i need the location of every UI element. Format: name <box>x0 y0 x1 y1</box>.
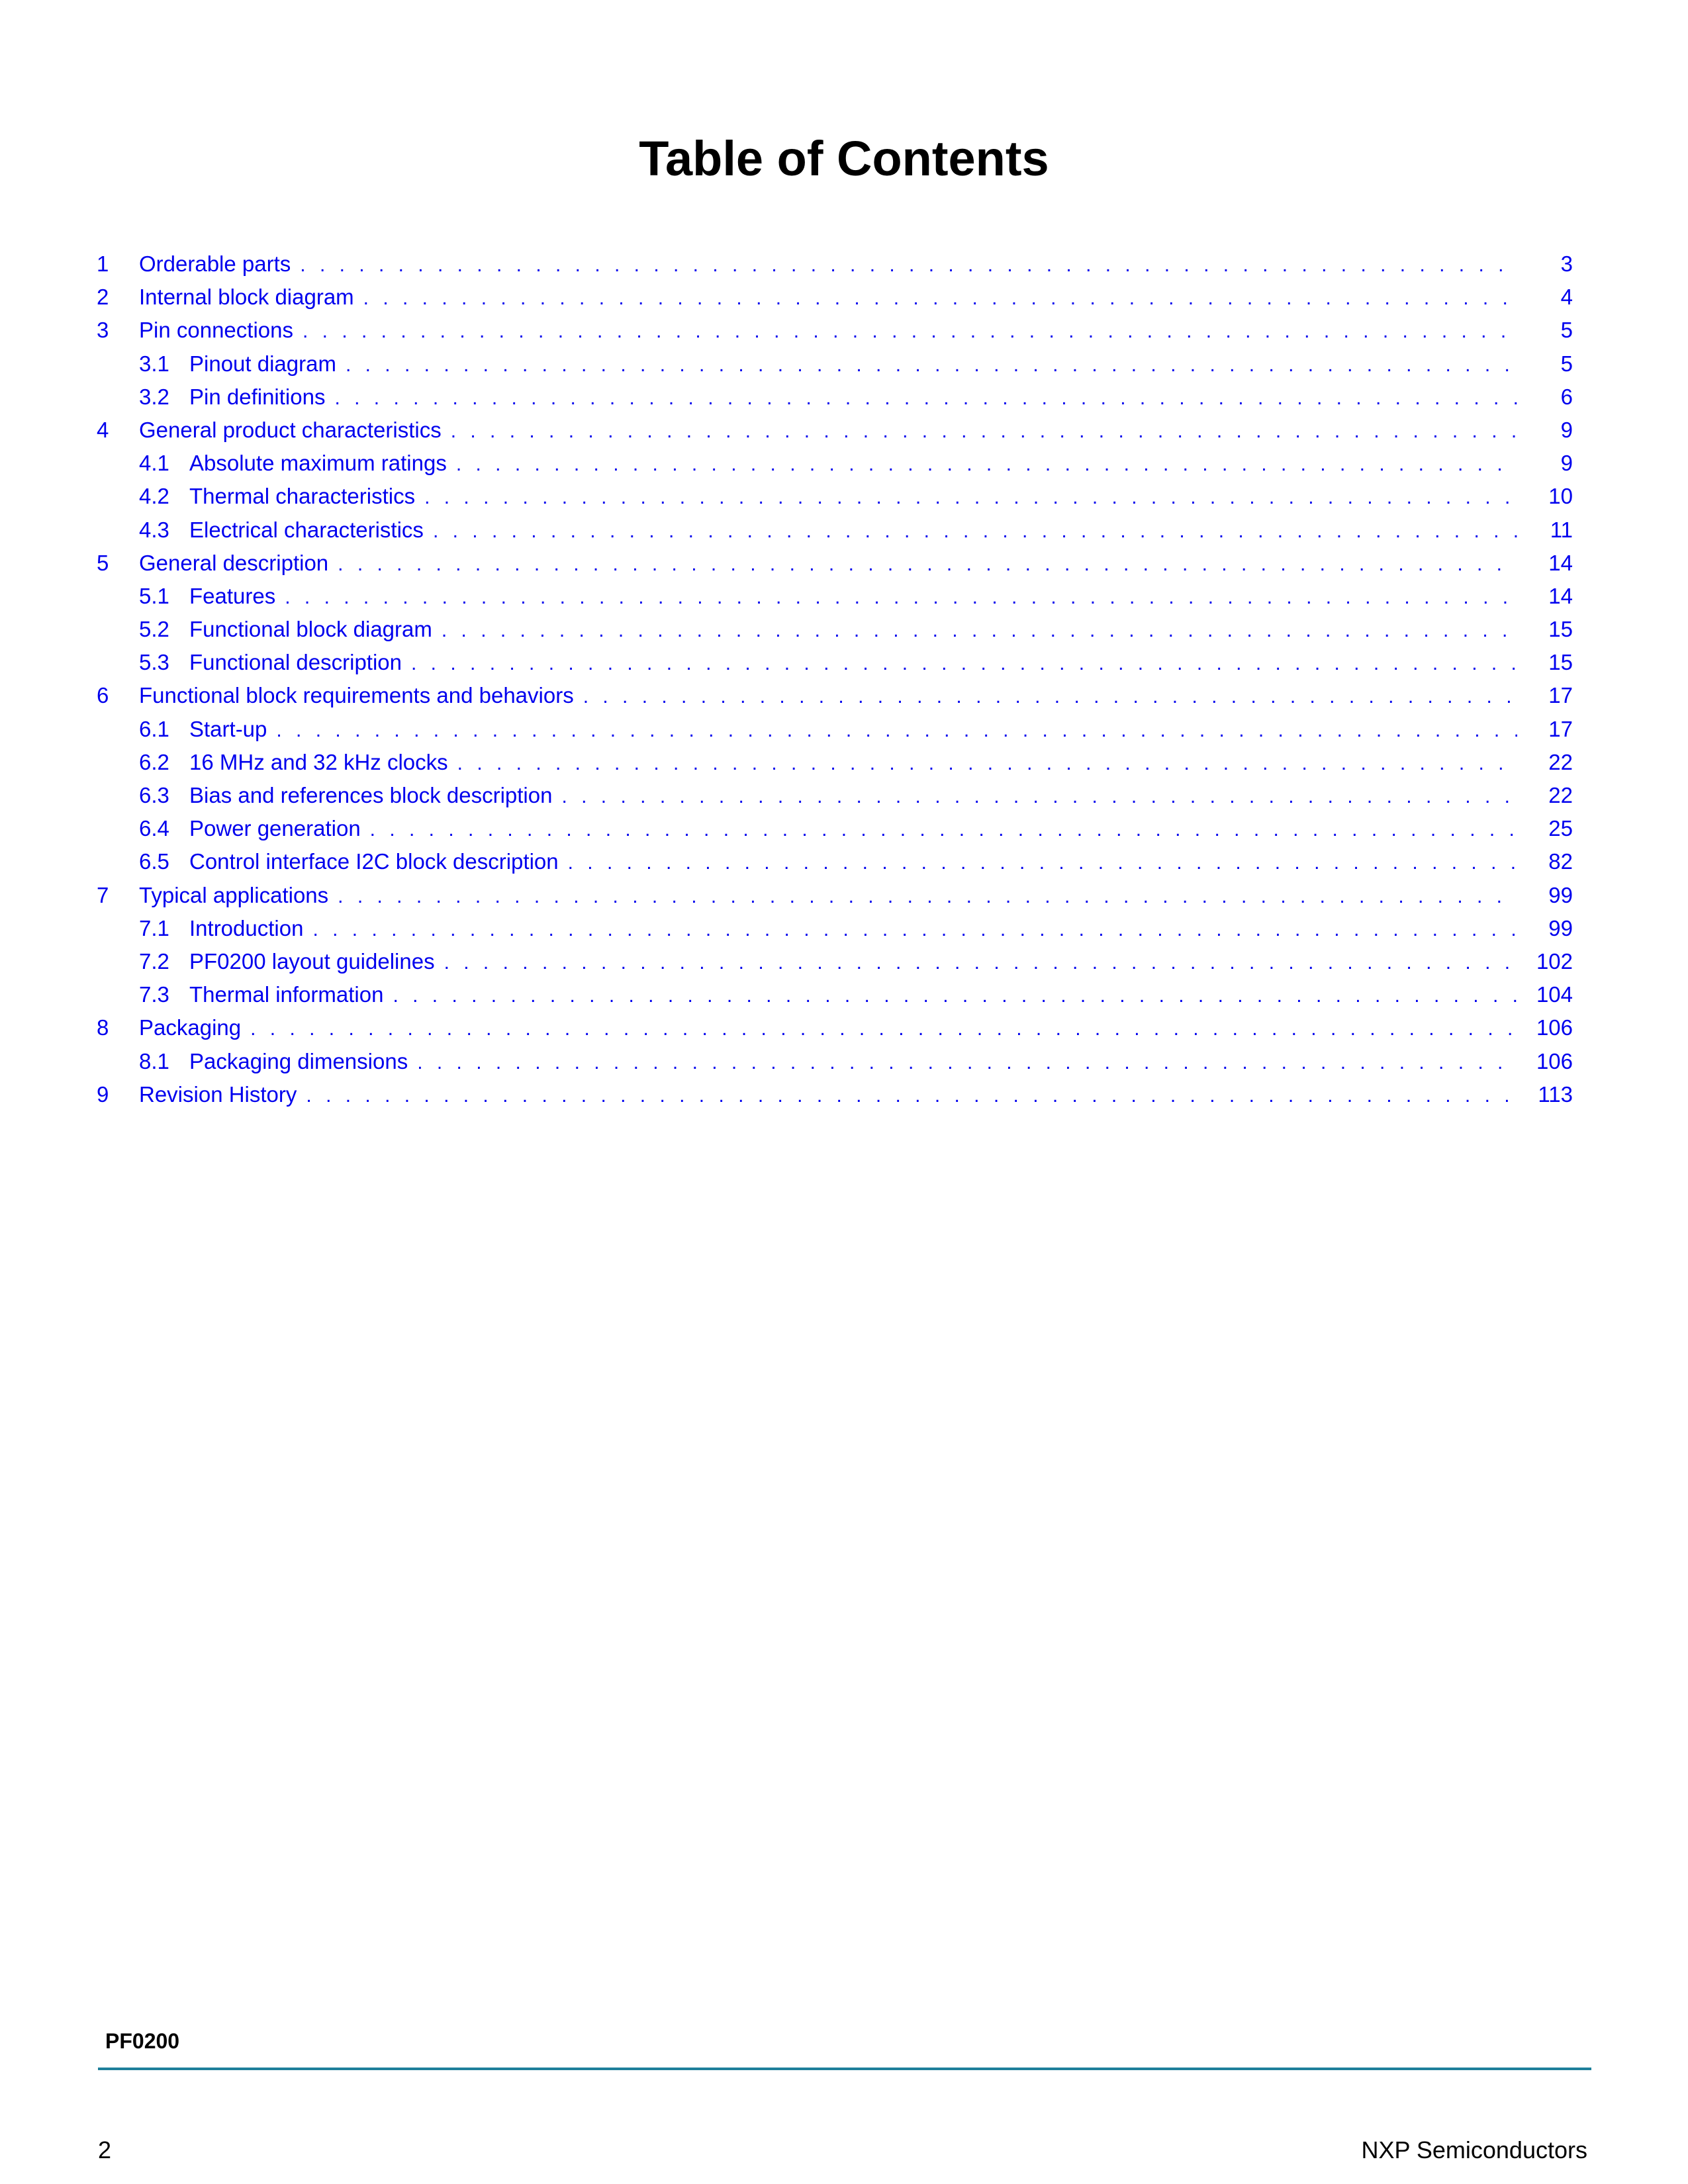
toc-entry-number: 5.2 <box>139 617 169 642</box>
toc-entry-number: 8 <box>97 1015 109 1040</box>
footer-company-name: NXP Semiconductors <box>1361 2136 1587 2163</box>
toc-entry[interactable] <box>97 381 1573 414</box>
toc-dot-leader <box>285 581 1517 614</box>
toc-entry-page: 104 <box>1536 982 1573 1007</box>
toc-entry-number: 7.3 <box>139 982 169 1007</box>
toc-entry[interactable] <box>97 1078 1573 1111</box>
toc-dot-leader <box>411 647 1517 680</box>
toc-entry-page: 17 <box>1548 683 1573 708</box>
toc-entry-title: Introduction <box>189 915 304 940</box>
toc-entry[interactable] <box>97 248 1573 281</box>
toc-entry-title: Start-up <box>189 716 267 741</box>
toc-entry-page: 5 <box>1560 351 1573 376</box>
toc-dot-leader <box>363 282 1517 315</box>
toc-entry[interactable] <box>97 779 1573 812</box>
toc-entry-title: Revision History <box>139 1081 297 1107</box>
toc-entry-page: 82 <box>1548 849 1573 874</box>
toc-dot-leader <box>300 249 1517 282</box>
toc-dot-leader <box>303 315 1517 348</box>
toc-entry-title: Electrical characteristics <box>189 517 424 542</box>
toc-dot-leader <box>346 349 1517 382</box>
toc-entry-number: 5 <box>97 550 109 575</box>
toc-entry-page: 22 <box>1548 749 1573 774</box>
toc-entry-page: 10 <box>1548 484 1573 509</box>
toc-entry-page: 14 <box>1548 583 1573 608</box>
page-title: Table of Contents <box>639 131 1049 186</box>
toc-entry-title: Typical applications <box>139 882 329 907</box>
toc-entry-number: 5.3 <box>139 650 169 675</box>
toc-entry-number: 7.1 <box>139 915 169 940</box>
toc-entry-title: Pin definitions <box>189 384 326 409</box>
toc-entry[interactable] <box>97 314 1573 347</box>
toc-entry-number: 4.2 <box>139 484 169 509</box>
toc-entry-page: 6 <box>1560 384 1573 409</box>
toc-entry-number: 6.3 <box>139 783 169 807</box>
toc-dot-leader <box>424 481 1517 514</box>
toc-entry-title: Packaging <box>139 1015 242 1040</box>
toc-entry-title: Packaging dimensions <box>189 1048 408 1073</box>
toc-entry-title: Bias and references block description <box>189 783 553 807</box>
toc-entry[interactable] <box>97 580 1573 613</box>
toc-entry[interactable] <box>97 845 1573 878</box>
toc-entry[interactable] <box>97 447 1573 480</box>
toc-dot-leader <box>442 614 1517 647</box>
toc-dot-leader <box>276 714 1517 747</box>
toc-entry-number: 7.2 <box>139 948 169 974</box>
toc-entry-title: Thermal characteristics <box>189 484 416 509</box>
toc-entry-title: Features <box>189 583 276 608</box>
toc-entry-number: 3.2 <box>139 384 169 409</box>
toc-entry-page: 102 <box>1536 948 1573 974</box>
toc-entry-page: 106 <box>1536 1015 1573 1040</box>
toc-entry-title: Thermal information <box>189 982 384 1007</box>
toc-entry[interactable] <box>97 480 1573 513</box>
toc-entry-number: 4.3 <box>139 517 169 542</box>
toc-entry[interactable] <box>97 281 1573 314</box>
footer-divider <box>98 2068 1591 2070</box>
toc-entry[interactable] <box>97 613 1573 646</box>
toc-entry[interactable] <box>97 812 1573 845</box>
toc-dot-leader <box>338 880 1517 913</box>
toc-entry-number: 4 <box>97 417 109 442</box>
toc-entry-page: 3 <box>1560 251 1573 276</box>
toc-entry[interactable] <box>97 679 1573 712</box>
toc-entry-title: PF0200 layout guidelines <box>189 948 435 974</box>
toc-entry-number: 6.1 <box>139 716 169 741</box>
toc-entry-title: General product characteristics <box>139 417 442 442</box>
toc-entry[interactable] <box>97 1011 1573 1044</box>
toc-entry-number: 3.1 <box>139 351 169 376</box>
footer-document-name: PF0200 <box>105 2029 180 2053</box>
toc-entry-title: Orderable parts <box>139 251 291 276</box>
toc-entry-title: Functional description <box>189 650 402 675</box>
toc-entry-page: 4 <box>1560 285 1573 310</box>
toc-dot-leader <box>444 946 1517 979</box>
toc-entry-page: 5 <box>1560 318 1573 343</box>
toc-dot-leader <box>250 1013 1517 1046</box>
toc-entry-title: Absolute maximum ratings <box>189 451 447 476</box>
toc-entry-title: General description <box>139 550 329 575</box>
toc-entry-page: 25 <box>1548 816 1573 841</box>
toc-entry[interactable] <box>97 414 1573 447</box>
toc-entry-number: 6.5 <box>139 849 169 874</box>
toc-entry[interactable] <box>97 547 1573 580</box>
toc-entry-page: 15 <box>1548 617 1573 642</box>
toc-entry[interactable] <box>97 912 1573 945</box>
toc-dot-leader <box>338 548 1517 581</box>
toc-dot-leader <box>393 979 1517 1013</box>
toc-entry-number: 5.1 <box>139 583 169 608</box>
toc-entry-page: 14 <box>1548 550 1573 575</box>
toc-entry[interactable] <box>97 978 1573 1011</box>
toc-entry[interactable] <box>97 746 1573 779</box>
toc-entry-number: 2 <box>97 285 109 310</box>
toc-entry-page: 113 <box>1538 1081 1573 1107</box>
toc-entry-page: 106 <box>1536 1048 1573 1073</box>
toc-entry[interactable] <box>97 646 1573 679</box>
toc-entry-title: Pin connections <box>139 318 293 343</box>
toc-dot-leader <box>456 448 1517 481</box>
toc-dot-leader <box>312 913 1517 946</box>
toc-entry-number: 3 <box>97 318 109 343</box>
toc-dot-leader <box>334 382 1517 415</box>
toc-entry[interactable] <box>97 514 1573 547</box>
toc-entry-page: 9 <box>1560 417 1573 442</box>
toc-entry-number: 9 <box>97 1081 109 1107</box>
toc-entry-number: 1 <box>97 251 109 276</box>
footer-page-number: 2 <box>98 2136 112 2163</box>
toc-entry-title: Internal block diagram <box>139 285 354 310</box>
toc-entry-title: Functional block diagram <box>189 617 432 642</box>
toc-entry-number: 7 <box>97 882 109 907</box>
toc-entry-page: 17 <box>1548 716 1573 741</box>
toc-entry-title: Control interface I2C block description <box>189 849 559 874</box>
toc-entry-page: 99 <box>1548 915 1573 940</box>
toc-entry-page: 11 <box>1550 517 1573 542</box>
toc-entry-number: 4.1 <box>139 451 169 476</box>
toc-entry[interactable] <box>97 945 1573 978</box>
toc-dot-leader <box>583 680 1517 713</box>
toc-entry[interactable] <box>97 347 1573 381</box>
toc-entry-title: Power generation <box>189 816 361 841</box>
toc-entry[interactable] <box>97 879 1573 912</box>
toc-entry-page: 9 <box>1560 451 1573 476</box>
toc-dot-leader <box>433 515 1517 548</box>
toc-dot-leader <box>568 846 1517 880</box>
toc-dot-leader <box>451 415 1517 448</box>
toc-entry[interactable] <box>97 1045 1573 1078</box>
toc-entry[interactable] <box>97 713 1573 746</box>
toc-entry-title: Functional block requirements and behaviors <box>139 683 574 708</box>
toc-dot-leader <box>457 747 1517 780</box>
toc-entry-page: 22 <box>1548 783 1573 807</box>
toc-entry-page: 99 <box>1548 882 1573 907</box>
toc-entry-title: 16 MHz and 32 kHz clocks <box>189 749 448 774</box>
toc-entry-number: 8.1 <box>139 1048 169 1073</box>
toc-entry-number: 6.2 <box>139 749 169 774</box>
toc-entry-number: 6 <box>97 683 109 708</box>
toc-dot-leader <box>370 813 1517 846</box>
toc-dot-leader <box>306 1079 1517 1113</box>
table-of-contents <box>97 248 1573 1111</box>
toc-entry-number: 6.4 <box>139 816 169 841</box>
toc-entry-page: 15 <box>1548 650 1573 675</box>
toc-entry-title: Pinout diagram <box>189 351 336 376</box>
toc-dot-leader <box>417 1046 1517 1079</box>
toc-dot-leader <box>561 780 1517 813</box>
